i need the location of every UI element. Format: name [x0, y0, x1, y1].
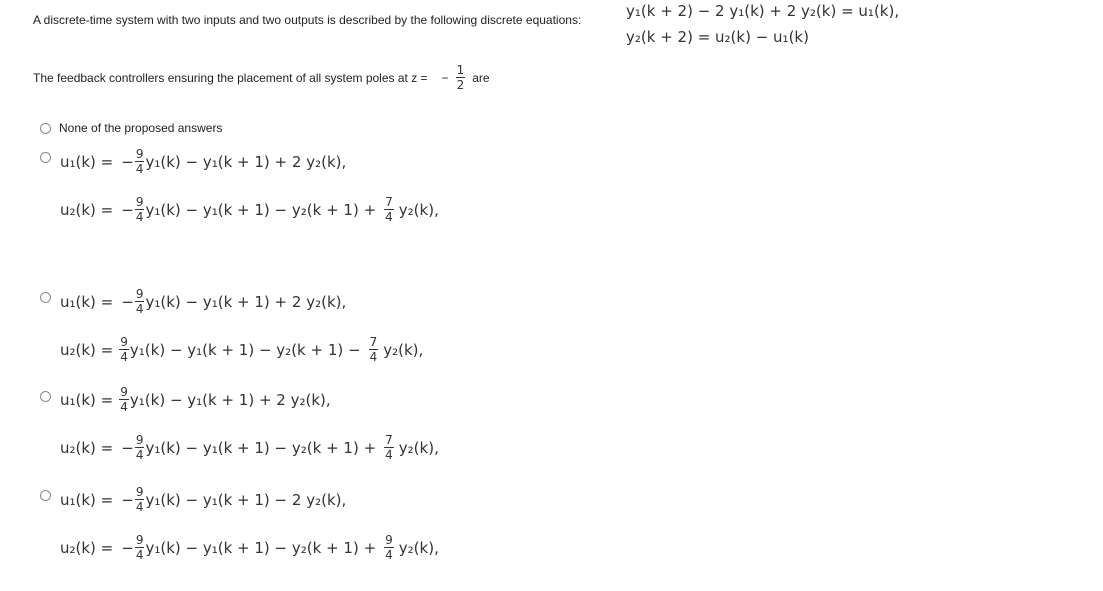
option-2-u1-equation: u₁(k) = − $\frac{9}{4}$ y₁(k) − y₁(k + 1) + 2 y₂(k),	[60, 287, 347, 316]
option-4-u1-equation: u₁(k) = − $\frac{9}{4}$ y₁(k) − y₁(k + 1) − 2 y₂(k),	[60, 485, 347, 514]
pole-fraction: $\frac{1}{2}$	[456, 63, 465, 92]
system-equation-2: y₂(k + 2) = u₂(k) − u₁(k)	[626, 28, 809, 46]
option-1-u2-equation: u₂(k) = − $\frac{9}{4}$ y₁(k) − y₁(k + 1) − y₂(k + 1) + $\frac{7}{4}$ y₂(k),	[60, 195, 439, 224]
option-3-u1-equation: u₁(k) = $\frac{9}{4}$ y₁(k) − y₁(k + 1) + 2 y₂(k),	[60, 385, 331, 414]
pole-sign: −	[441, 70, 449, 85]
system-equation-1: y₁(k + 2) − 2 y₁(k) + 2 y₂(k) = u₁(k),	[626, 2, 900, 20]
option-radio-none[interactable]	[40, 123, 51, 134]
option-label-none: None of the proposed answers	[59, 121, 223, 135]
option-2-u2-equation: u₂(k) = $\frac{9}{4}$ y₁(k) − y₁(k + 1) − y₂(k + 1) − $\frac{7}{4}$ y₂(k),	[60, 335, 424, 364]
option-radio-2[interactable]	[40, 292, 51, 303]
option-4-u2-equation: u₂(k) = − $\frac{9}{4}$ y₁(k) − y₁(k + 1) − y₂(k + 1) + $\frac{9}{4}$ y₂(k),	[60, 533, 439, 562]
prompt-suffix: are	[472, 70, 490, 85]
option-radio-3[interactable]	[40, 391, 51, 402]
option-radio-4[interactable]	[40, 490, 51, 501]
question-intro: A discrete-time system with two inputs and two outputs is described by the following discrete equations:	[33, 13, 582, 27]
option-radio-1[interactable]	[40, 152, 51, 163]
option-3-u2-equation: u₂(k) = − $\frac{9}{4}$ y₁(k) − y₁(k + 1) − y₂(k + 1) + $\frac{7}{4}$ y₂(k),	[60, 433, 439, 462]
prompt-text: The feedback controllers ensuring the placement of all system poles at z =	[33, 70, 428, 85]
question-prompt	[33, 64, 490, 91]
option-1-u1-equation: u₁(k) = − $\frac{9}{4}$ y₁(k) − y₁(k + 1) + 2 y₂(k),	[60, 147, 347, 176]
